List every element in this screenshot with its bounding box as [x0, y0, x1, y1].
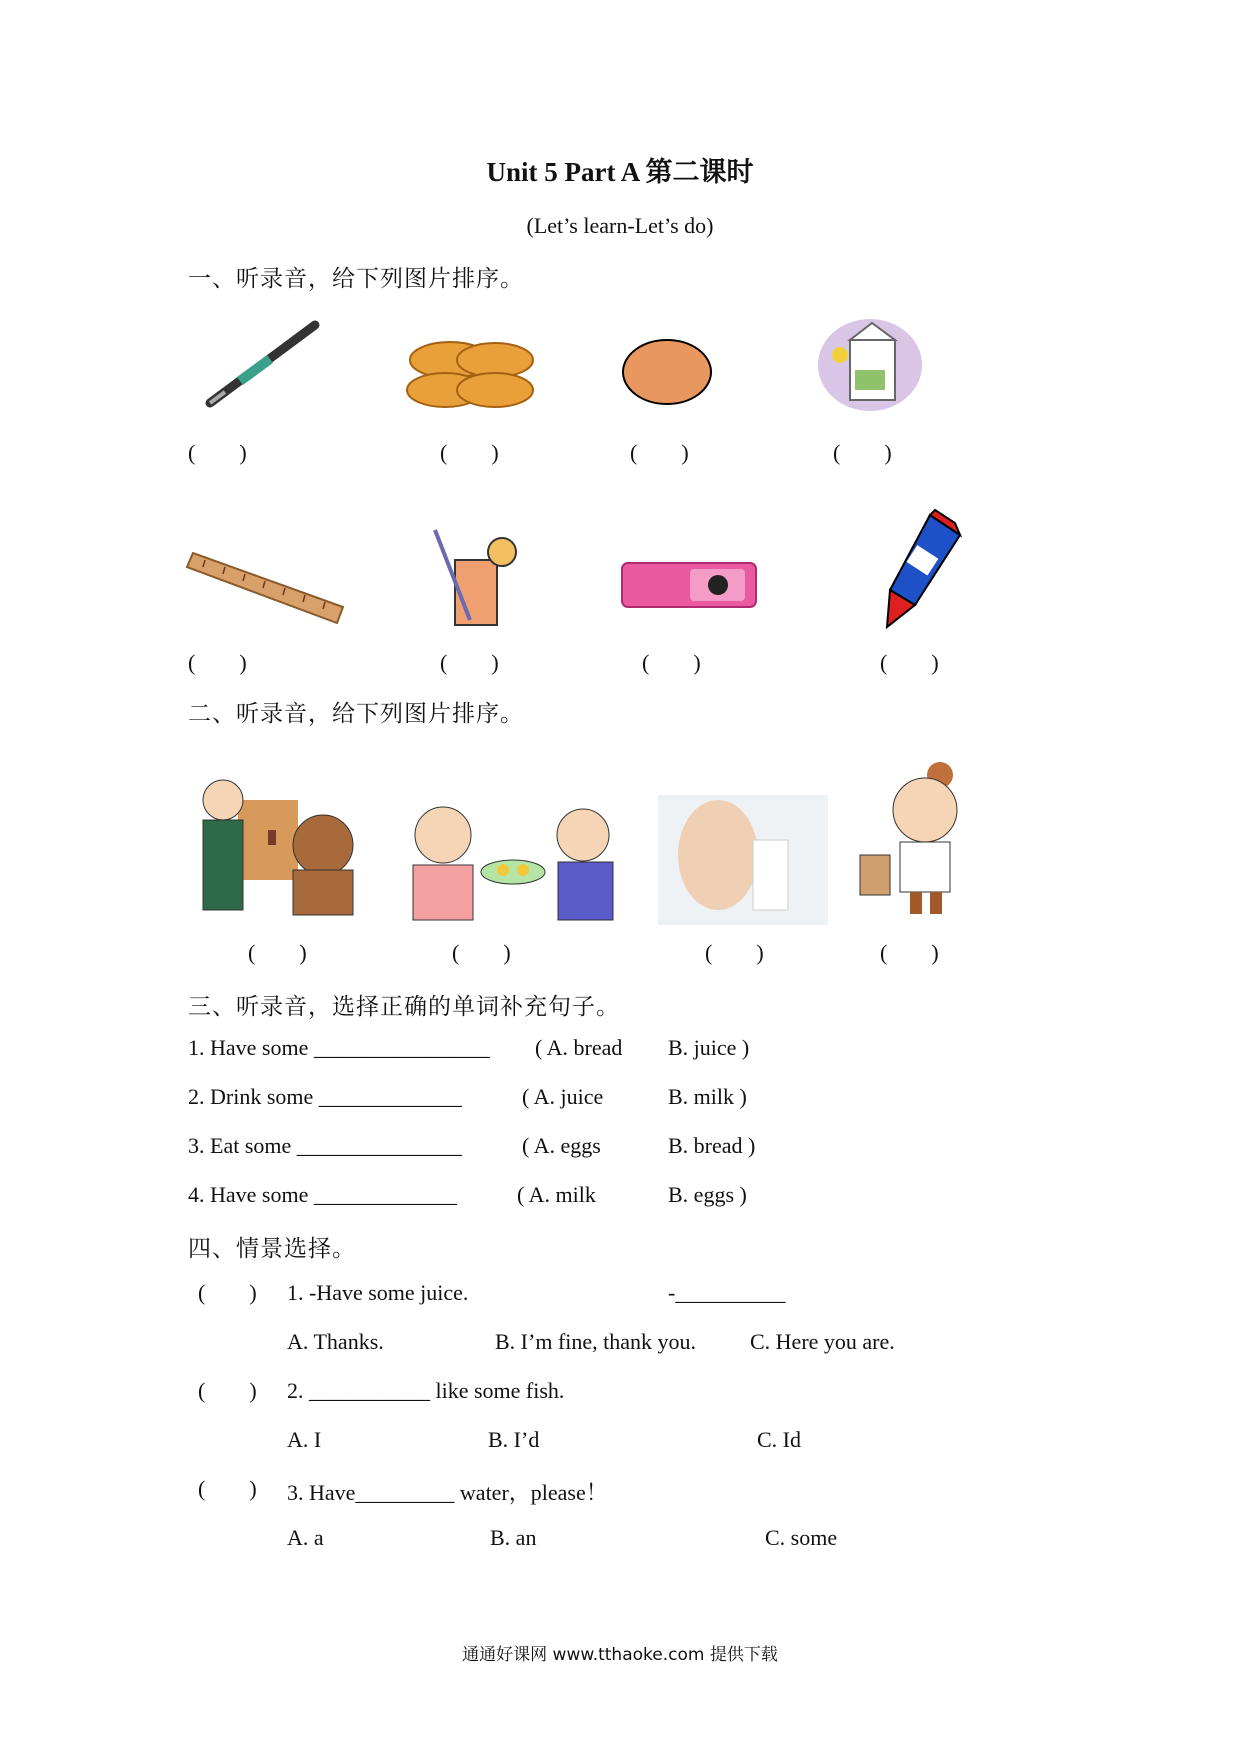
answer-paren[interactable]: ( ) — [630, 440, 689, 465]
option-b: B. I’d — [488, 1427, 540, 1452]
footer-text: 通通好课网 www.tthaoke.com 提供下载 — [462, 1645, 778, 1665]
question-text: 2. Drink some _____________ — [188, 1084, 462, 1109]
section-4-heading: 四、情景选择。 — [188, 1236, 356, 1262]
option-a: ( A. bread — [535, 1035, 623, 1060]
option-a: ( A. juice — [522, 1084, 604, 1109]
answer-paren[interactable]: ( ) — [440, 440, 499, 465]
option-a: A. I — [287, 1427, 322, 1452]
milk-carton-icon — [815, 315, 925, 415]
girl-eating-bread-picture — [855, 760, 980, 920]
question-text: 1. -Have some juice. — [287, 1280, 469, 1305]
option-b: B. eggs ) — [668, 1182, 747, 1207]
answer-paren[interactable]: ( ) — [248, 940, 307, 965]
answer-paren[interactable]: ( ) — [452, 940, 511, 965]
answer-paren[interactable]: ( ) — [188, 440, 247, 465]
answer-paren[interactable]: ( ) — [188, 650, 247, 675]
answer-paren[interactable]: ( ) — [705, 940, 764, 965]
page-title: Unit 5 Part A 第二课时 — [486, 157, 754, 187]
option-a: A. Thanks. — [287, 1329, 384, 1354]
answer-paren[interactable]: ( ) — [880, 940, 939, 965]
answer-paren[interactable]: ( ) — [198, 1378, 257, 1403]
answer-paren[interactable]: ( ) — [440, 650, 499, 675]
waitress-and-bear-picture — [188, 770, 368, 920]
question-text: 3. Have_________ water，please！ — [287, 1480, 608, 1505]
girl-gives-eggs-picture — [393, 800, 633, 925]
option-b: B. milk ) — [668, 1084, 747, 1109]
question-text: 1. Have some ________________ — [188, 1035, 490, 1060]
ruler-icon — [185, 545, 345, 630]
juice-icon — [430, 525, 525, 630]
pencil-box-icon — [620, 555, 760, 615]
answer-paren[interactable]: ( ) — [880, 650, 939, 675]
section-1-heading: 一、听录音，给下列图片排序。 — [188, 266, 524, 292]
option-b: B. an — [490, 1525, 537, 1550]
option-c: C. some — [765, 1525, 838, 1550]
option-a: ( A. eggs — [522, 1133, 601, 1158]
question-text: 3. Eat some _______________ — [188, 1133, 462, 1158]
crayon-icon — [875, 505, 965, 630]
question-text: 2. ___________ like some fish. — [287, 1378, 565, 1403]
bread-icon — [405, 330, 535, 415]
option-b: B. bread ) — [668, 1133, 756, 1158]
answer-paren[interactable]: ( ) — [198, 1280, 257, 1305]
response-blank: -__________ — [668, 1280, 786, 1305]
option-c: C. Id — [757, 1427, 801, 1452]
answer-paren[interactable]: ( ) — [198, 1476, 257, 1501]
section-3-heading: 三、听录音，选择正确的单词补充句子。 — [188, 994, 620, 1020]
option-b: B. juice ) — [668, 1035, 750, 1060]
option-a: ( A. milk — [517, 1182, 596, 1207]
answer-paren[interactable]: ( ) — [833, 440, 892, 465]
page-subtitle: (Let’s learn-Let’s do) — [526, 213, 714, 238]
woman-drinking-milk-picture — [658, 795, 828, 925]
option-a: A. a — [287, 1525, 324, 1550]
answer-paren[interactable]: ( ) — [642, 650, 701, 675]
option-c: C. Here you are. — [750, 1329, 895, 1354]
egg-icon — [620, 335, 715, 410]
section-2-heading: 二、听录音，给下列图片排序。 — [188, 701, 524, 727]
pen-icon — [200, 315, 330, 410]
question-text: 4. Have some _____________ — [188, 1182, 457, 1207]
option-b: B. I’m fine, thank you. — [495, 1329, 697, 1354]
